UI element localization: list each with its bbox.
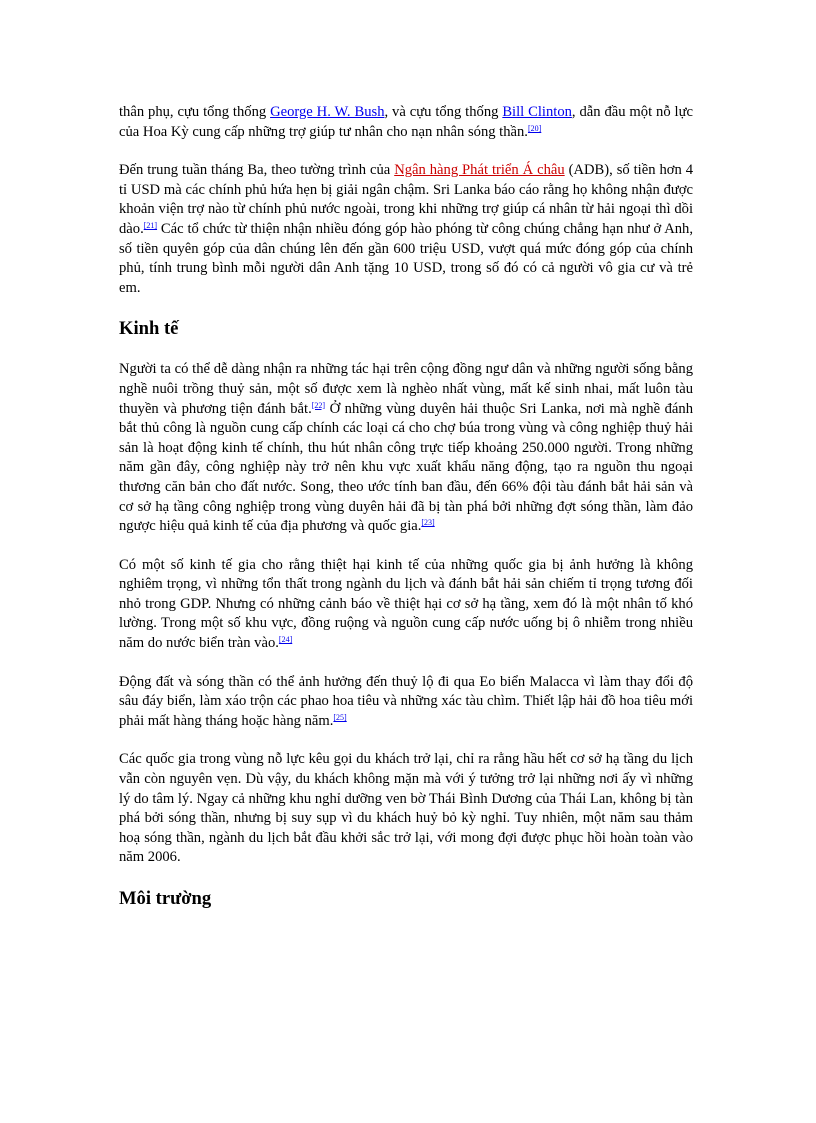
paragraph-text: Các tổ chức từ thiện nhận nhiều đóng góp hào phóng từ công chúng chẳng hạn như ở Anh, số tiền quyên góp của dân chúng lên đến gần 600 triệu USD, vượt quá mức đóng góp của chính phủ, tính trung bình mỗi người dân Anh tặng 10 USD, trong số đó có cả người vô gia cư và trẻ em. bbox=[119, 220, 693, 296]
reference-link-23[interactable]: [23] bbox=[421, 518, 435, 528]
paragraph-text: thân phụ, cựu tổng thống bbox=[119, 104, 271, 120]
paragraph-text: Động đất và sóng thần có thể ảnh hưởng đến thuỷ lộ đi qua Eo biển Malacca vì làm thay đổi độ sâu đáy biển, làm xáo trộn các phao hoa tiêu và những xác tàu chìm. Thiết lập hải đồ hoa tiêu mới phải mất hàng tháng hoặc hàng năm. bbox=[119, 673, 693, 729]
paragraph-text: Các quốc gia trong vùng nỗ lực kêu gọi du khách trở lại, chỉ ra rằng hầu hết cơ sở hạ tầng du lịch vẫn còn nguyên vẹn. Dù vậy, du khách không mặn mà với ý tưởng trở lại những nơi ấy vì những lý do tâm lý. Ngay cả những khu nghỉ dưỡng ven bờ Thái Bình Dương của Thái Lan, không bị tàn phá bởi sóng thần, nhưng bị suy sụp vì du khách huỷ bỏ kỳ nghỉ. Tuy nhiên, một năm sau thảm hoạ sóng thần, ngành du lịch bắt đầu khởi sắc trở lại, với mong đợi được phục hồi hoàn toàn vào năm 2006. bbox=[119, 751, 693, 866]
document-body bbox=[119, 103, 693, 930]
paragraph-malacca bbox=[119, 673, 693, 732]
paragraph-aid-private bbox=[119, 103, 693, 142]
paragraph-text: Ở những vùng duyên hải thuộc Sri Lanka, nơi mà nghề đánh bắt thủ công là nguồn cung cấp chính các loại cá cho chợ búa trong vùng và công nghiệp thuỷ hải sản là hoạt động kinh tế chính, thu hút nhân công trực tiếp khoảng 250.000 người. Trong những năm gần đây, công nghiệp này trở nên khu vực xuất khẩu năng động, tạo ra nguồn thu ngoại thương căn bản cho đất nước. Song, theo ước tính ban đầu, đến 66% đội tàu đánh bắt hải sản và cơ sở hạ tầng công nghiệp trong vùng duyên hải đã bị tàn phá bởi những đợt sóng thần, làm đảo ngược hiệu quả kinh tế của địa phương và quốc gia. bbox=[119, 400, 693, 535]
reference-link-21[interactable]: [21] bbox=[143, 220, 158, 230]
heading-economy: Kinh tế bbox=[119, 318, 179, 340]
paragraph-fishing bbox=[119, 360, 693, 536]
paragraph-adb-funds bbox=[119, 161, 693, 298]
paragraph-text: Đến trung tuần tháng Ba, theo tường trình của bbox=[119, 162, 395, 179]
reference-link-25[interactable]: [25] bbox=[333, 712, 347, 722]
link-bill-clinton[interactable]: Bill Clinton bbox=[502, 104, 572, 120]
reference-link-24[interactable]: [24] bbox=[278, 635, 293, 645]
paragraph-text: (ADB), số tiền hơn 4 tỉ USD mà các chính phủ hứa hẹn bị giải ngân chậm. Sri Lanka báo cáo rằng họ không nhận được khoản viện trợ nào từ chính phủ nước ngoài, trong khi những trợ giúp cá nhân từ hải ngoại thì dồi dào. bbox=[119, 162, 693, 237]
paragraph-text: Người ta có thể dễ dàng nhận ra những tác hại trên cộng đồng ngư dân và những người sống bằng nghề nuôi trồng thuỷ sản, một số được xem là nghèo nhất vùng, mất kế sinh nhai, mất luôn tàu thuyền và phương tiện đánh bắt. bbox=[119, 361, 693, 417]
paragraph-text: Có một số kinh tế gia cho rằng thiệt hại kinh tế của những quốc gia bị ảnh hưởng là không nghiêm trọng, vì những tổn thất trong ngành du lịch và đánh bắt hải sản chiếm tỉ trọng tương đối nhỏ trong GDP. Nhưng có những cảnh báo về thiệt hại cơ sở hạ tầng, xem đó là một nhân tố khó lường. Trong một số khu vực, đồng ruộng và nguồn cung cấp nước uống bị ô nhiễm trong nhiều năm do nước biển tràn vào. bbox=[119, 556, 693, 652]
link-adb[interactable]: Ngân hàng Phát triển Á châu bbox=[394, 162, 565, 179]
paragraph-tourism bbox=[119, 750, 693, 868]
paragraph-text: , dẫn đầu một nỗ lực của Hoa Kỳ cung cấp những trợ giúp tư nhân cho nạn nhân sóng thần. bbox=[119, 104, 693, 140]
paragraph-economists bbox=[119, 556, 693, 654]
link-george-h-w-bush[interactable]: George H. W. Bush bbox=[270, 104, 385, 120]
reference-link-22[interactable]: [22] bbox=[311, 400, 326, 410]
reference-link-20[interactable]: [20] bbox=[527, 123, 542, 133]
heading-environment: Môi trường bbox=[119, 888, 212, 909]
paragraph-text: , và cựu tổng thống bbox=[384, 104, 503, 120]
